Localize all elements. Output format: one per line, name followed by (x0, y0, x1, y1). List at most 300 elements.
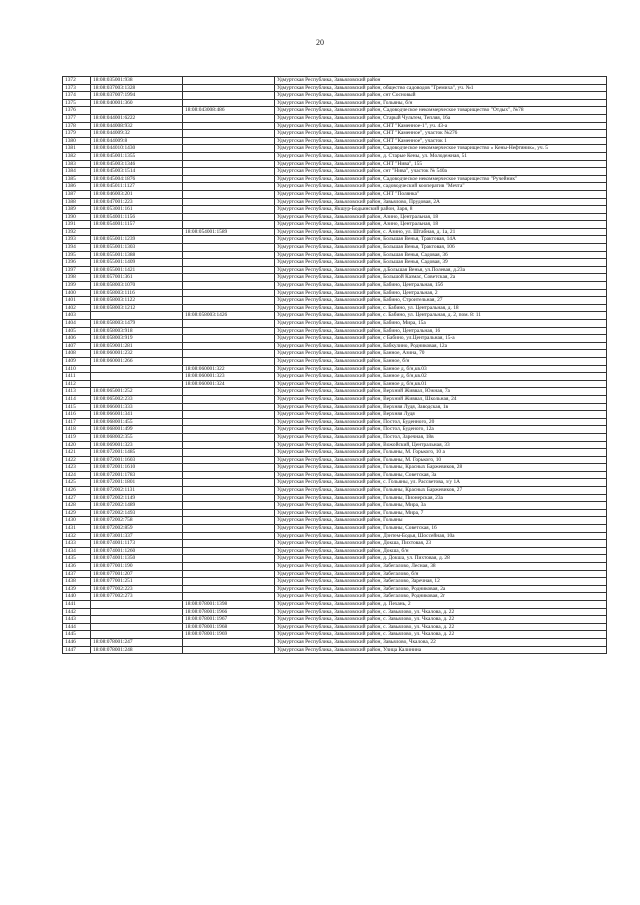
table-row (63, 282, 607, 290)
cadastral-number: 18:08:072001:1783 (91, 471, 183, 479)
address: Удмуртская Республика, Завьяловский район, с Бабино, ул.Центральная, 15-а (275, 335, 607, 343)
table-row (63, 190, 607, 198)
cadastral-number (91, 373, 183, 381)
address: Удмуртская Республика, Завьяловский район, Бабино, Центральная, 2 (275, 289, 607, 297)
cadastral-number: 18:08:068001:455 (91, 418, 183, 426)
table-row (63, 145, 607, 153)
building-cadastral-number (183, 525, 275, 533)
row-number: 1425 (63, 479, 91, 487)
building-cadastral-number (183, 563, 275, 571)
address: Удмуртская Республика, Завьяловский район, Садоводческое некоммерческое товарищество "Ручейник" (275, 175, 607, 183)
address: Удмуртская Республика, Завьяловский район, Гольяны, Пионерская, 23а (275, 494, 607, 502)
table-row (63, 540, 607, 548)
row-number: 1404 (63, 320, 91, 328)
cadastral-number: 18:08:057001:361 (91, 274, 183, 282)
building-cadastral-number (183, 638, 275, 646)
building-cadastral-number (183, 244, 275, 252)
address: Удмуртская Республика, Завьяловский район, СНТ "Каменное-1", уч. 43-а (275, 122, 607, 130)
table-row (63, 365, 607, 373)
table-row (63, 449, 607, 457)
table-row (63, 183, 607, 191)
building-cadastral-number: 18:08:060001:323 (183, 373, 275, 381)
table-row (63, 357, 607, 365)
table-row (63, 646, 607, 654)
address: Удмуртская Республика, Завьяловский район, Забегалово, Заречная, 12 (275, 578, 607, 586)
address: Удмуртская Республика, Завьяловский район, Верхний Живвал, Школьная, 24 (275, 395, 607, 403)
row-number: 1414 (63, 395, 91, 403)
cadastral-number: 18:08:045011:1127 (91, 183, 183, 191)
address: Удмуртская Республика, Завьяловский район, Бабино, Центральная, 16 (275, 327, 607, 335)
cadastral-number: 18:08:072002:859 (91, 525, 183, 533)
building-cadastral-number (183, 213, 275, 221)
row-number: 1436 (63, 563, 91, 571)
building-cadastral-number (183, 418, 275, 426)
cadastral-number: 18:08:054001:1156 (91, 213, 183, 221)
row-number: 1441 (63, 600, 91, 608)
row-number: 1427 (63, 494, 91, 502)
address: Удмуртская Республика, Завьяловский район, Банное, Азина, 70 (275, 350, 607, 358)
row-number: 1412 (63, 380, 91, 388)
row-number: 1387 (63, 190, 91, 198)
address: Удмуртская Республика, Завьяловский район, Докша, Пихтовая, 23 (275, 540, 607, 548)
table-row (63, 259, 607, 267)
table-row (63, 380, 607, 388)
cadastral-number: 18:08:055001:1421 (91, 266, 183, 274)
cadastral-number: 18:08:055001:1409 (91, 259, 183, 267)
cadastral-number (91, 608, 183, 616)
cadastral-number: 18:08:044001:6222 (91, 114, 183, 122)
table-row (63, 623, 607, 631)
cadastral-number: 18:08:077001:190 (91, 563, 183, 571)
table-row (63, 616, 607, 624)
table-row (63, 130, 607, 138)
building-cadastral-number (183, 646, 275, 654)
table-row (63, 570, 607, 578)
cadastral-number: 18:08:072001:1603 (91, 456, 183, 464)
building-cadastral-number: 18:08:078001:1967 (183, 616, 275, 624)
cadastral-number (91, 365, 183, 373)
building-cadastral-number (183, 509, 275, 517)
table-row (63, 206, 607, 214)
address: Удмуртская Республика, Завьяловский район, Банное, б/н (275, 357, 607, 365)
cadastral-number: 18:08:058003:1116 (91, 289, 183, 297)
building-cadastral-number (183, 441, 275, 449)
building-cadastral-number (183, 114, 275, 122)
address: Удмуртская Республика, Завьяловский район, с. Завьялово, ул. Чкалова, д. 22 (275, 616, 607, 624)
cadastral-number: 18:08:055001:1303 (91, 244, 183, 252)
building-cadastral-number (183, 198, 275, 206)
cadastral-number: 18:08:058003:1122 (91, 297, 183, 305)
row-number: 1397 (63, 266, 91, 274)
table-row (63, 168, 607, 176)
building-cadastral-number (183, 350, 275, 358)
building-cadastral-number (183, 251, 275, 259)
cadastral-number: 18:08:074001:1173 (91, 540, 183, 548)
building-cadastral-number (183, 183, 275, 191)
table-row (63, 509, 607, 517)
cadastral-number: 18:08:037007:1994 (91, 92, 183, 100)
row-number: 1443 (63, 616, 91, 624)
row-number: 1430 (63, 517, 91, 525)
cadastral-number: 18:08:054001:1157 (91, 221, 183, 229)
address: Удмуртская Республика, Завьяловский район, Гольяны, Мира, 7 (275, 509, 607, 517)
row-number: 1434 (63, 547, 91, 555)
address: Удмуртская Республика, Завьяловский район, снт "Нива", участок № 540а (275, 168, 607, 176)
address: Удмуртская Республика, Завьяловский район, Банное д, б/н,кв.02 (275, 373, 607, 381)
table-row (63, 494, 607, 502)
row-number: 1383 (63, 160, 91, 168)
building-cadastral-number (183, 578, 275, 586)
table-row (63, 152, 607, 160)
building-cadastral-number (183, 502, 275, 510)
page-number: 20 (316, 38, 324, 47)
address: Удмуртская Республика, Завьяловский район, Дзнтем-Бодья, Шоссейная, 10а (275, 532, 607, 540)
address: Удмуртская Республика, Завьяловский район, Верхняя Лудя (275, 411, 607, 419)
address: Удмуртская Республика, Завьяловский район, Бабкулино, Родниковая, 12а (275, 342, 607, 350)
address: Удмуртская Республика, Завьяловский район, Банное д, б/н,кв.01 (275, 380, 607, 388)
table-row (63, 411, 607, 419)
address: Удмуртская Республика, Завьяловский район, Гольяны, Красных Баржевиков, 28 (275, 464, 607, 472)
building-cadastral-number (183, 555, 275, 563)
table-row (63, 563, 607, 571)
row-number: 1391 (63, 221, 91, 229)
building-cadastral-number (183, 168, 275, 176)
table-row (63, 525, 607, 533)
address: Удмуртская Республика, Завьяловский район, Завьялово, Прудовая, 2А (275, 198, 607, 206)
cadastral-number: 18:08:074001:1260 (91, 547, 183, 555)
table-row (63, 517, 607, 525)
row-number: 1438 (63, 578, 91, 586)
building-cadastral-number (183, 297, 275, 305)
building-cadastral-number (183, 456, 275, 464)
table-row (63, 464, 607, 472)
building-cadastral-number (183, 494, 275, 502)
address: Удмуртская Республика, Завьяловский район, Улица Калинина (275, 646, 607, 654)
building-cadastral-number (183, 92, 275, 100)
building-cadastral-number (183, 433, 275, 441)
table-row (63, 99, 607, 107)
table-row (63, 92, 607, 100)
table-row (63, 395, 607, 403)
building-cadastral-number (183, 206, 275, 214)
table-row (63, 479, 607, 487)
address: Удмуртская Республика, Завьяловский район, Азино, Центральная, 18 (275, 213, 607, 221)
building-cadastral-number (183, 464, 275, 472)
address: Удмуртская Республика, Завьяловский район, д. Докша, ул. Пихтовая, д. 28 (275, 555, 607, 563)
row-number: 1396 (63, 259, 91, 267)
building-cadastral-number (183, 479, 275, 487)
address: Удмуртская Республика, Завьяловский район (275, 77, 607, 85)
building-cadastral-number (183, 289, 275, 297)
cadastral-number: 18:08:045001:1355 (91, 152, 183, 160)
row-number: 1423 (63, 464, 91, 472)
table-row (63, 327, 607, 335)
address: Удмуртская Республика, Завьяловский район, Верхний Живвал, Южная, 7а (275, 388, 607, 396)
cadastral-number: 18:08:077002:223 (91, 585, 183, 593)
cadastral-number (91, 623, 183, 631)
row-number: 1375 (63, 99, 91, 107)
row-number: 1403 (63, 312, 91, 320)
address: Удмуртская Республика, Завьяловский район, Забегалово, Родниковая, 2г (275, 593, 607, 601)
cadastral-number (91, 631, 183, 639)
address: Удмуртская Республика, Завьяловский район, Гольяны, М. Горького, 10 (275, 456, 607, 464)
row-number: 1398 (63, 274, 91, 282)
address: Удмуртская Республика, Завьяловский район, д. Старые Кены, ул. Молодежная, 51 (275, 152, 607, 160)
cadastral-number: 18:08:058003:1070 (91, 282, 183, 290)
row-number: 1437 (63, 570, 91, 578)
cadastral-number: 18:08:045003:1346 (91, 160, 183, 168)
table-row (63, 160, 607, 168)
row-number: 1435 (63, 555, 91, 563)
address: Удмуртская Республика, Завьяловский район, Забегалово, б/н (275, 570, 607, 578)
cadastral-number: 18:08:069001:323 (91, 441, 183, 449)
address: Удмуртская Республика, Завьяловский район, д. Пехань, 2 (275, 600, 607, 608)
row-number: 1372 (63, 77, 91, 85)
row-number: 1417 (63, 418, 91, 426)
row-number: 1392 (63, 228, 91, 236)
row-number: 1393 (63, 236, 91, 244)
address: Удмуртская Республика, Завьяловский район, Бабино, Центральная, 15б (275, 282, 607, 290)
row-number: 1429 (63, 509, 91, 517)
row-number: 1380 (63, 137, 91, 145)
building-cadastral-number (183, 570, 275, 578)
cadastral-number: 18:08:072001:1801 (91, 479, 183, 487)
address: Удмуртская Республика, Завьяловский район, Докша, б/н (275, 547, 607, 555)
table-row (63, 403, 607, 411)
building-cadastral-number (183, 357, 275, 365)
address: Удмуртская Республика, Завьяловский район, Постол, Буденного, 20 (275, 418, 607, 426)
row-number: 1426 (63, 487, 91, 495)
row-number: 1381 (63, 145, 91, 153)
table-row (63, 373, 607, 381)
address: Удмуртская Республика, Завьяловский район, Гольяны, М. Горького, 10 а (275, 449, 607, 457)
cadastral-number: 18:08:053001:161 (91, 206, 183, 214)
building-cadastral-number (183, 335, 275, 343)
row-number: 1378 (63, 122, 91, 130)
building-cadastral-number (183, 282, 275, 290)
building-cadastral-number (183, 327, 275, 335)
building-cadastral-number (183, 487, 275, 495)
building-cadastral-number (183, 388, 275, 396)
table-row (63, 213, 607, 221)
building-cadastral-number (183, 304, 275, 312)
table-row (63, 122, 607, 130)
row-number: 1416 (63, 411, 91, 419)
address: Удмуртская Республика, Завьяловский район, Постол, Заречная, 18в (275, 433, 607, 441)
table-row (63, 426, 607, 434)
table-row (63, 114, 607, 122)
address: Удмуртская Республика, Завьяловский район, Гольяны, Советская, 16 (275, 525, 607, 533)
row-number: 1384 (63, 168, 91, 176)
table-row (63, 198, 607, 206)
row-number: 1377 (63, 114, 91, 122)
table-row (63, 532, 607, 540)
building-cadastral-number (183, 190, 275, 198)
address: Удмуртская Республика, Завьяловский район, Бабино, Мира, 15а (275, 320, 607, 328)
building-cadastral-number (183, 84, 275, 92)
table-row (63, 107, 607, 115)
building-cadastral-number: 18:08:054001:1589 (183, 228, 275, 236)
cadastral-number: 18:08:060001:266 (91, 357, 183, 365)
cadastral-number: 18:08:045004:1876 (91, 175, 183, 183)
cadastral-number: 18:08:044008:932 (91, 122, 183, 130)
building-cadastral-number (183, 540, 275, 548)
row-number: 1433 (63, 540, 91, 548)
row-number: 1406 (63, 335, 91, 343)
address: Удмуртская Республика, Завьяловский район, с. Завьялово, ул. Чкалова, д. 22 (275, 608, 607, 616)
building-cadastral-number (183, 160, 275, 168)
row-number: 1411 (63, 373, 91, 381)
table-row (63, 350, 607, 358)
building-cadastral-number (183, 274, 275, 282)
cadastral-number: 18:08:068001:499 (91, 426, 183, 434)
cadastral-number: 18:08:072002:1493 (91, 509, 183, 517)
address: Удмуртская Республика, Завьяловский район, Гольяны, Советская, 3а (275, 471, 607, 479)
address: Удмуртская Республика, Завьяловский район, Забегалово, Родниковая, 2а (275, 585, 607, 593)
cadastral-number: 18:08:077002:273 (91, 593, 183, 601)
address: Удмуртская Республика, Завьяловский район, садоводческий кооператив "Мечта" (275, 183, 607, 191)
address: Удмуртская Республика, Завьяловский район, Садоводческое некоммерческое товарищество "Отдых", №78 (275, 107, 607, 115)
building-cadastral-number (183, 342, 275, 350)
row-number: 1389 (63, 206, 91, 214)
building-cadastral-number (183, 471, 275, 479)
row-number: 1447 (63, 646, 91, 654)
row-number: 1376 (63, 107, 91, 115)
cadastral-number: 18:08:045003:1514 (91, 168, 183, 176)
row-number: 1382 (63, 152, 91, 160)
building-cadastral-number: 18:08:060001:324 (183, 380, 275, 388)
table-row (63, 228, 607, 236)
address: Удмуртская Республика, Завьяловский район, Садоводческое некоммерческое товарищество « Кены-Нефтяник», уч. 5 (275, 145, 607, 153)
row-number: 1399 (63, 282, 91, 290)
row-number: 1408 (63, 350, 91, 358)
address: Удмуртская Республика, Завьяловский район, Гольяны, б/н (275, 99, 607, 107)
building-cadastral-number (183, 449, 275, 457)
table-row (63, 312, 607, 320)
cadastral-number: 18:08:072002:1131 (91, 487, 183, 495)
building-cadastral-number (183, 99, 275, 107)
cadastral-number (91, 616, 183, 624)
row-number: 1431 (63, 525, 91, 533)
table-row (63, 593, 607, 601)
row-number: 1410 (63, 365, 91, 373)
table-row (63, 555, 607, 563)
address: Удмуртская Республика, Завьяловский район, Вожойский, Центральная, 33 (275, 441, 607, 449)
building-cadastral-number (183, 145, 275, 153)
address: Удмуртская Республика, Завьяловский район, Большая Венья, Трактовая, 14А (275, 236, 607, 244)
table-row (63, 84, 607, 92)
row-number: 1401 (63, 297, 91, 305)
building-cadastral-number (183, 411, 275, 419)
table-row (63, 342, 607, 350)
registry-body (63, 77, 607, 654)
building-cadastral-number (183, 593, 275, 601)
address: Удмуртская Республика, Завьяловский район, Азино, Центральная, 18 (275, 221, 607, 229)
table-row (63, 266, 607, 274)
table-row (63, 244, 607, 252)
row-number: 1420 (63, 441, 91, 449)
row-number: 1422 (63, 456, 91, 464)
address: Удмуртская Республика, Завьяловский район, Большой Казмас, Советская, 2а (275, 274, 607, 282)
table-row (63, 433, 607, 441)
table-row (63, 418, 607, 426)
cadastral-number: 18:08:073001:337 (91, 532, 183, 540)
cadastral-number: 18:08:066001:333 (91, 403, 183, 411)
address: Удмуртская Республика, Завьяловский район, снт Сосновый (275, 92, 607, 100)
row-number: 1442 (63, 608, 91, 616)
row-number: 1395 (63, 251, 91, 259)
cadastral-number: 18:08:035001:938 (91, 77, 183, 85)
row-number: 1413 (63, 388, 91, 396)
cadastral-number: 18:08:059001:281 (91, 342, 183, 350)
address: Удмуртская Республика, Завьяловский район, с. Бабино, ул. Центральная, д. 2, пом. 8: 11 (275, 312, 607, 320)
cadastral-number: 18:08:072002:758 (91, 517, 183, 525)
building-cadastral-number (183, 395, 275, 403)
cadastral-number: 18:08:046003:201 (91, 190, 183, 198)
cadastral-number: 18:08:072001:1610 (91, 464, 183, 472)
row-number: 1418 (63, 426, 91, 434)
row-number: 1428 (63, 502, 91, 510)
building-cadastral-number (183, 130, 275, 138)
table-row (63, 578, 607, 586)
cadastral-number: 18:08:072001:1485 (91, 449, 183, 457)
table-row (63, 388, 607, 396)
building-cadastral-number (183, 122, 275, 130)
cadastral-number (91, 312, 183, 320)
building-cadastral-number (183, 547, 275, 555)
row-number: 1402 (63, 304, 91, 312)
building-cadastral-number: 18:08:078001:1398 (183, 600, 275, 608)
address: Удмуртская Республика, Завьяловский район, с. Гольяны, ул. Рассветова, з/у 1А (275, 479, 607, 487)
table-row (63, 335, 607, 343)
row-number: 1400 (63, 289, 91, 297)
cadastral-number (91, 380, 183, 388)
row-number: 1432 (63, 532, 91, 540)
address: Удмуртская Республика, Завьяловский район, с. Завьялово, ул. Чкалова, д. 22 (275, 623, 607, 631)
row-number: 1407 (63, 342, 91, 350)
address: Удмуртская Республика, Завьяловский район, СНТ "Каменное", участок 1 (275, 137, 607, 145)
cadastral-number: 18:08:072002:1489 (91, 502, 183, 510)
cadastral-number (91, 600, 183, 608)
address: Удмуртская Республика, Завьяловский район, с. Бабино, ул. Центральная, д. 18 (275, 304, 607, 312)
address: Удмуртская Республика, Завьяловский район, Большая Венья, Садовая, 36 (275, 251, 607, 259)
table-row (63, 471, 607, 479)
address: Удмуртская Республика, Завьяловский район, д.Большая Венья, ул.Полевая, д.23а (275, 266, 607, 274)
table-row (63, 600, 607, 608)
address: Удмуртская Республика, Завьяловский район, общество садоводов "Гремиха", уч. №1 (275, 84, 607, 92)
cadastral-number (91, 228, 183, 236)
row-number: 1419 (63, 433, 91, 441)
row-number: 1444 (63, 623, 91, 631)
table-row (63, 297, 607, 305)
registry-table (62, 76, 607, 654)
cadastral-number (91, 107, 183, 115)
table-row (63, 77, 607, 85)
cadastral-number: 18:08:074001:1350 (91, 555, 183, 563)
address: Удмуртская Республика, Завьяловский район, Гольяны, Красных Баржевиков, 27 (275, 487, 607, 495)
address: Удмуртская Республика, Завьяловский район, Большая Венья, Садовая, 39 (275, 259, 607, 267)
row-number: 1446 (63, 638, 91, 646)
address: Удмуртская Республика, Завьяловский район, Большая Венья, Трактовая, 106 (275, 244, 607, 252)
cadastral-number: 18:08:044009:8 (91, 137, 183, 145)
address: Удмуртская Республика, Завьяловский район, Верхняя Лудя, Заводская, 1в (275, 403, 607, 411)
table-row (63, 631, 607, 639)
row-number: 1445 (63, 631, 91, 639)
building-cadastral-number (183, 517, 275, 525)
building-cadastral-number: 18:08:058003:1426 (183, 312, 275, 320)
row-number: 1385 (63, 175, 91, 183)
cadastral-number: 18:08:065002:233 (91, 395, 183, 403)
